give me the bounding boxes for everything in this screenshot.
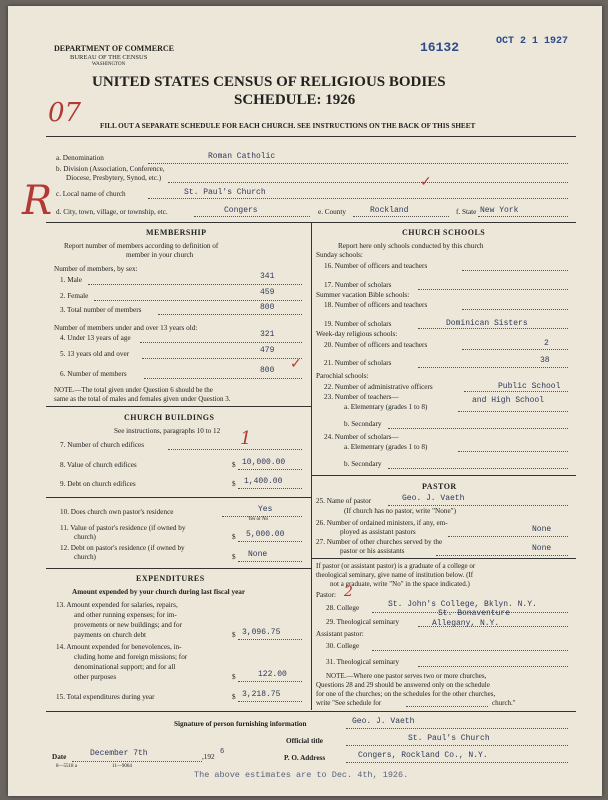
- q11-value: 5,000.00: [246, 530, 285, 539]
- dollar-sign: $: [232, 553, 236, 561]
- membership-note: NOTE.—The total given under Question 6 should be the: [54, 386, 213, 394]
- dollar-sign: $: [232, 631, 236, 639]
- q25-line: [388, 505, 568, 506]
- q31-line: [418, 666, 568, 667]
- q1-label: 1. Male: [60, 276, 82, 284]
- date-value: December 7th: [90, 749, 148, 758]
- serial-number-stamp: 16132: [420, 40, 460, 55]
- q3-line: [158, 314, 302, 315]
- division-label: b. Division (Association, Conference,: [56, 165, 165, 173]
- q17-line: [418, 289, 568, 290]
- q2-line: [94, 300, 302, 301]
- typed-note: The above estimates are to Dec. 4th, 1926.: [194, 770, 409, 780]
- membership-intro-2: member in your church: [126, 251, 194, 259]
- q4-label: 4. Under 13 years of age: [60, 334, 131, 342]
- q5-line: [142, 358, 302, 359]
- membership-heading: MEMBERSHIP: [146, 228, 207, 237]
- q28-label: 28. College: [326, 604, 360, 612]
- q13-label-4: payments on church debt: [74, 631, 147, 639]
- po-address-line: [346, 762, 568, 763]
- county-line: [353, 216, 449, 217]
- q24-a-label: a. Elementary (grades 1 to 8): [344, 443, 428, 451]
- pastor-note: NOTE.—Where one pastor serves two or more churches,: [326, 672, 487, 680]
- q11-label: 11. Value of pastor's residence (if owned by: [60, 524, 186, 532]
- parochial-schools-label: Parochial schools:: [316, 372, 369, 380]
- signature-value: Geo. J. Vaeth: [352, 717, 415, 726]
- q13-label: 13. Amount expended for salaries, repairs,: [56, 601, 178, 609]
- q2-label: 2. Female: [60, 292, 89, 300]
- q13-value: 3,096.75: [242, 628, 281, 637]
- graduate-divider: [311, 558, 576, 559]
- dollar-sign: $: [232, 480, 236, 488]
- page-subtitle: SCHEDULE: 1926: [234, 92, 356, 108]
- state-label: f. State: [456, 208, 477, 216]
- q2-value: 459: [260, 288, 275, 297]
- q5-value: 479: [260, 346, 275, 355]
- q17-label: 17. Number of scholars: [324, 281, 392, 289]
- q10-value: Yes: [258, 505, 273, 514]
- q28-value: St. John's College, Bklyn. N.Y.: [388, 600, 537, 609]
- q9-label: 9. Debt on church edifices: [60, 480, 136, 488]
- q23-value: and High School: [472, 396, 545, 405]
- q11-line: [238, 541, 302, 542]
- county-label: e. County: [318, 208, 346, 216]
- by-sex-label: Number of members, by sex:: [54, 265, 138, 273]
- denomination-line: [148, 163, 568, 164]
- q16-label: 16. Number of officers and teachers: [324, 262, 428, 270]
- po-address-label: P. O. Address: [284, 754, 326, 762]
- q5-label: 5. 13 years old and over: [60, 350, 130, 358]
- buildings-heading: CHURCH BUILDINGS: [124, 413, 215, 422]
- top-divider: [46, 136, 576, 137]
- buildings-sub-divider: [46, 497, 311, 498]
- dollar-sign: $: [232, 461, 236, 469]
- q6-label: 6. Number of members: [60, 370, 127, 378]
- handwritten-2: 2: [344, 584, 353, 600]
- schools-heading: CHURCH SCHOOLS: [402, 228, 486, 237]
- q19-line: [418, 328, 568, 329]
- q27-line: [436, 555, 568, 556]
- pastor-divider: [311, 475, 576, 476]
- q27-label-2: pastor or his assistants: [340, 547, 405, 555]
- q12-label-2: church): [74, 553, 96, 561]
- state-value: New York: [480, 206, 519, 215]
- census-schedule-sheet: [8, 6, 602, 796]
- q13-line: [238, 639, 302, 640]
- sunday-schools-label: Sunday schools:: [316, 251, 363, 259]
- summer-schools-label: Summer vacation Bible schools:: [316, 291, 410, 299]
- column-divider: [311, 222, 312, 710]
- q26-label-2: ployed as assistant pastors: [340, 528, 416, 536]
- pastor-note-2: Questions 28 and 29 should be answered only on the schedule: [316, 681, 490, 689]
- q7-line: [168, 449, 302, 450]
- q4-line: [140, 342, 302, 343]
- q25-label: 25. Name of pastor: [316, 497, 372, 505]
- q24-b-label: b. Secondary: [344, 460, 382, 468]
- q15-line: [238, 701, 302, 702]
- assistant-pastor-label: Assistant pastor:: [316, 630, 364, 638]
- q23-b-label: b. Secondary: [344, 420, 382, 428]
- city-label: WASHINGTON: [92, 62, 126, 67]
- pastor-note-3: for one of the churches; on the schedules for the other churches,: [316, 690, 496, 698]
- q24-a-line: [458, 451, 568, 452]
- pastor-note-line: [406, 706, 488, 707]
- q20-label: 20. Number of officers and teachers: [324, 341, 428, 349]
- date-label: Date: [52, 753, 67, 761]
- city-value: Congers: [224, 206, 258, 215]
- q26-value: None: [532, 525, 552, 534]
- q25-note: (If church has no pastor, write "None"): [344, 507, 456, 515]
- q9-value: 1,400.00: [244, 477, 283, 486]
- pastor-sub-label: Pastor:: [316, 591, 336, 599]
- q30-label: 30. College: [326, 642, 360, 650]
- q14-value: 122.00: [258, 670, 287, 679]
- buildings-divider: [46, 406, 311, 407]
- state-line: [478, 216, 568, 217]
- q15-label: 15. Total expenditures during year: [56, 693, 155, 701]
- q10-label: 10. Does church own pastor's residence: [60, 508, 174, 516]
- church-name-line: [148, 198, 568, 199]
- q12-line: [238, 561, 302, 562]
- date-line: [72, 761, 202, 762]
- signature-line: [346, 728, 568, 729]
- year-digit: 6: [220, 748, 225, 756]
- q3-label: 3. Total number of members: [60, 306, 142, 314]
- q20-line: [462, 349, 568, 350]
- division-label-2: Diocese, Presbytery, Synod, etc.): [66, 174, 162, 182]
- q24-label: 24. Number of scholars—: [324, 433, 399, 441]
- q27-label: 27. Number of other churches served by the: [316, 538, 443, 546]
- q30-line: [372, 650, 568, 651]
- q26-label: 26. Number of ordained ministers, if any, em-: [316, 519, 448, 527]
- q8-value: 10,000.00: [242, 458, 286, 467]
- q21-line: [418, 367, 568, 368]
- q18-line: [462, 309, 568, 310]
- q22-line: [464, 391, 568, 392]
- graduate-instruction: If pastor (or assistant pastor) is a graduate of a college or: [316, 562, 476, 570]
- q14-label-2: cluding home and foreign missions; for: [74, 653, 188, 661]
- q14-label-4: other purposes: [74, 673, 117, 681]
- expenditures-heading: EXPENDITURES: [136, 574, 205, 583]
- church-name-value: St. Paul's Church: [184, 188, 266, 197]
- age-intro: Number of members under and over 13 years old:: [54, 324, 198, 332]
- q7-label: 7. Number of church edifices: [60, 441, 145, 449]
- q1-value: 341: [260, 272, 275, 281]
- q27-value: None: [532, 544, 552, 553]
- checkmark-icon: ✓: [420, 174, 432, 190]
- q14-line: [238, 681, 302, 682]
- q29-label: 29. Theological seminary: [326, 618, 400, 626]
- q23-label: 23. Number of teachers—: [324, 393, 399, 401]
- pastor-note-4: write "See schedule for: [316, 699, 382, 707]
- q21-value: 38: [540, 356, 550, 365]
- handwritten-code: 07: [48, 98, 82, 128]
- yes-no-hint: Yes or No: [248, 517, 269, 522]
- schools-intro: Report here only schools conducted by this church: [338, 242, 484, 250]
- pastor-heading: PASTOR: [422, 482, 457, 491]
- q9-line: [238, 488, 302, 489]
- official-title-value: St. Paul's Church: [408, 734, 490, 743]
- print-code-2: 11—9064: [112, 764, 132, 769]
- city-line: [194, 216, 310, 217]
- q3-value: 800: [260, 303, 275, 312]
- q12-value: None: [248, 550, 268, 559]
- q31-label: 31. Theological seminary: [326, 658, 400, 666]
- q15-value: 3,218.75: [242, 690, 281, 699]
- denomination-value: Roman Catholic: [208, 152, 276, 161]
- weekday-schools-label: Week-day religious schools:: [316, 330, 398, 338]
- q18-label: 18. Number of officers and teachers: [324, 301, 428, 309]
- handwritten-initial: R: [22, 178, 53, 224]
- q8-label: 8. Value of church edifices: [60, 461, 137, 469]
- q13-label-2: and other running expenses; for im-: [74, 611, 177, 619]
- q25-value: Geo. J. Vaeth: [402, 494, 465, 503]
- q29-value-2: Allegany, N.Y.: [432, 619, 500, 628]
- q6-line: [144, 378, 302, 379]
- pastor-note-5: church.": [492, 699, 516, 707]
- q14-label-3: denominational support; and for all: [74, 663, 176, 671]
- membership-intro: Report number of members according to definition of: [64, 242, 219, 250]
- city-label: d. City, town, village, or township, etc.: [56, 208, 168, 216]
- department-label: DEPARTMENT OF COMMERCE: [54, 44, 175, 53]
- q19-value: Dominican Sisters: [446, 319, 528, 328]
- division-line: [168, 182, 568, 183]
- official-title-line: [346, 745, 568, 746]
- po-address-value: Congers, Rockland Co., N.Y.: [358, 751, 488, 760]
- footer-divider: [46, 711, 576, 712]
- q26-line: [448, 536, 568, 537]
- q1-line: [88, 284, 302, 285]
- buildings-intro: See instructions, paragraphs 10 to 12: [114, 427, 221, 435]
- page-title: UNITED STATES CENSUS OF RELIGIOUS BODIES: [92, 74, 446, 90]
- q24-b-line: [388, 468, 568, 469]
- dollar-sign: $: [232, 693, 236, 701]
- expenditures-intro: Amount expended by your church during last fiscal year: [72, 588, 246, 596]
- q4-value: 321: [260, 330, 275, 339]
- bureau-label: BUREAU OF THE CENSUS: [70, 54, 148, 61]
- official-title-label: Official title: [286, 737, 323, 745]
- denomination-label: a. Denomination: [56, 154, 104, 162]
- q19-label: 19. Number of scholars: [324, 320, 392, 328]
- q14-label: 14. Amount expended for benevolences, in-: [56, 643, 182, 651]
- q23-a-line: [458, 411, 568, 412]
- q23-a-label: a. Elementary (grades 1 to 8): [344, 403, 428, 411]
- expenditures-divider: [46, 568, 311, 569]
- membership-note-2: same as the total of males and females given under Question 3.: [54, 395, 231, 403]
- dollar-sign: $: [232, 673, 236, 681]
- date-received-stamp: OCT 2 1 1927: [496, 36, 569, 47]
- q22-value: Public School: [498, 382, 561, 391]
- q13-label-3: provements or new buildings; and for: [74, 621, 182, 629]
- q16-line: [462, 270, 568, 271]
- instruction-line: FILL OUT A SEPARATE SCHEDULE FOR EACH CHURCH. SEE INSTRUCTIONS ON THE BACK OF THIS SHEET: [100, 122, 476, 130]
- dollar-sign: $: [232, 533, 236, 541]
- q29-value: St. Bonaventure: [438, 609, 511, 618]
- signature-label: Signature of person furnishing information: [174, 720, 307, 728]
- graduate-instruction-2: theological seminary, give name of institution below. (If: [316, 571, 474, 579]
- q21-label: 21. Number of scholars: [324, 359, 392, 367]
- q11-label-2: church): [74, 533, 96, 541]
- q6-value: 800: [260, 366, 275, 375]
- q7-value: 1: [240, 428, 252, 449]
- year-prefix: ,192: [202, 753, 215, 761]
- county-value: Rockland: [370, 206, 409, 215]
- checkmark-icon: ✓: [290, 356, 302, 372]
- q20-value: 2: [544, 339, 549, 348]
- church-name-label: c. Local name of church: [56, 190, 126, 198]
- q23-b-line: [388, 428, 568, 429]
- graduate-instruction-3: not a graduate, write "No" in the space indicated.): [330, 580, 470, 588]
- q8-line: [238, 469, 302, 470]
- q22-label: 22. Number of administrative officers: [324, 383, 433, 391]
- q12-label: 12. Debt on pastor's residence (if owned by: [60, 544, 185, 552]
- print-code: 8—5518 a: [56, 764, 77, 769]
